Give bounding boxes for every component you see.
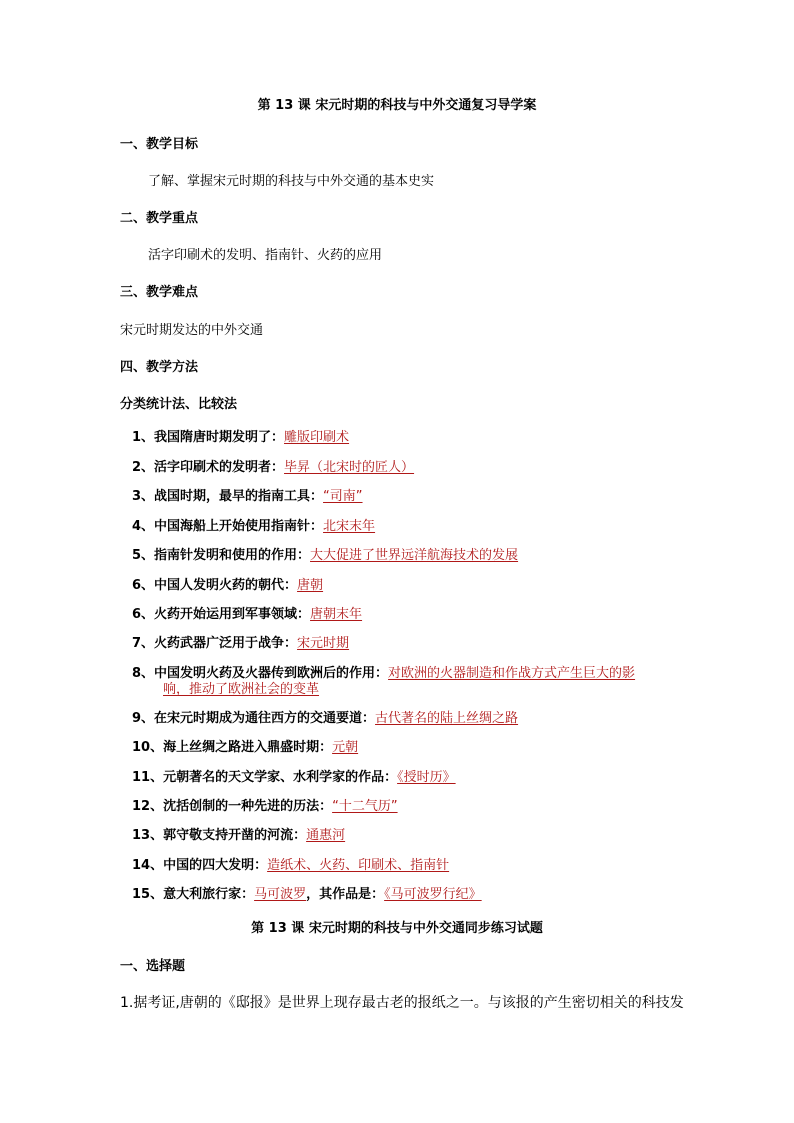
item-answer-continued: 响，推动了欧洲社会的变革 <box>163 682 320 697</box>
item-question-2: ，其作品是： <box>306 887 385 902</box>
list-item <box>132 798 398 816</box>
list-item <box>132 827 345 845</box>
list-item <box>132 769 456 787</box>
list-item <box>132 857 449 875</box>
item-answer: 通惠河 <box>306 828 346 843</box>
item-answer: 对欧洲的火器制造和作战方式产生巨大的影 <box>388 666 636 681</box>
list-item <box>132 710 518 728</box>
key-heading: 二、教学重点 <box>120 211 199 226</box>
item-answer: 唐朝末年 <box>310 607 363 622</box>
list-item <box>132 429 349 447</box>
item-question: 6、中国人发明火药的朝代： <box>132 578 298 593</box>
list-item <box>132 739 358 757</box>
item-question: 15、意大利旅行家： <box>132 887 255 902</box>
item-question: 6、火药开始运用到军事领域： <box>132 607 311 622</box>
list-item <box>132 577 323 595</box>
list-item <box>132 547 518 565</box>
list-item <box>132 606 362 624</box>
item-question: 5、指南针发明和使用的作用： <box>132 548 311 563</box>
lesson-title: 第 13 课 宋元时期的科技与中外交通复习导学案 <box>257 98 537 113</box>
item-answer-2: 《马可波罗行纪》 <box>384 887 482 902</box>
item-question: 7、火药武器广泛用于战争： <box>132 636 298 651</box>
item-answer: 古代著名的陆上丝绸之路 <box>375 711 519 726</box>
list-item <box>132 518 375 536</box>
goal-heading: 一、教学目标 <box>120 137 199 152</box>
item-question: 10、海上丝绸之路进入鼎盛时期： <box>132 740 333 755</box>
method-text: 分类统计法、比较法 <box>120 397 238 412</box>
item-answer: 毕昇（北宋时的匠人） <box>284 460 415 475</box>
goal-text: 了解、掌握宋元时期的科技与中外交通的基本史实 <box>148 174 435 189</box>
list-item <box>132 488 363 506</box>
item-question: 2、活字印刷术的发明者： <box>132 460 285 475</box>
item-question: 12、沈括创制的一种先进的历法： <box>132 799 333 814</box>
item-question: 11、元朝著名的天文学家、水利学家的作品： <box>132 770 398 785</box>
item-answer: 马可波罗 <box>254 887 307 902</box>
item-question: 3、战国时期，最早的指南工具： <box>132 489 324 504</box>
method-heading: 四、教学方法 <box>120 360 199 375</box>
item-answer: 宋元时期 <box>297 636 350 651</box>
difficult-heading: 三、教学难点 <box>120 285 199 300</box>
item-answer: 大大促进了世界远洋航海技术的发展 <box>310 548 519 563</box>
key-text: 活字印刷术的发明、指南针、火药的应用 <box>148 248 383 263</box>
item-answer: 元朝 <box>332 740 359 755</box>
item-answer: 雕版印刷术 <box>284 430 350 445</box>
list-item <box>132 459 414 477</box>
practice-title: 第 13 课 宋元时期的科技与中外交通同步练习试题 <box>251 921 543 936</box>
item-question: 14、中国的四大发明： <box>132 858 268 873</box>
choice-heading: 一、选择题 <box>120 959 186 974</box>
item-question: 13、郭守敬支持开凿的河流： <box>132 828 307 843</box>
item-answer: 唐朝 <box>297 578 324 593</box>
difficult-text: 宋元时期发达的中外交通 <box>120 323 264 338</box>
list-item-continuation <box>163 681 319 699</box>
item-answer: 《授时历》 <box>397 770 456 785</box>
item-answer: “十二气历” <box>332 799 398 814</box>
question-1-text: 1.据考证,唐朝的《邸报》是世界上现存最古老的报纸之一。与该报的产生密切相关的科技发 <box>120 995 684 1011</box>
item-question: 4、中国海船上开始使用指南针： <box>132 519 324 534</box>
list-item <box>132 886 482 904</box>
item-question: 1、我国隋唐时期发明了： <box>132 430 285 445</box>
item-question: 9、在宋元时期成为通往西方的交通要道： <box>132 711 376 726</box>
list-item <box>132 635 349 653</box>
item-question: 8、中国发明火药及火器传到欧洲后的作用： <box>132 666 389 681</box>
item-answer: 造纸术、火药、印刷术、指南针 <box>267 858 450 873</box>
item-answer: 北宋末年 <box>323 519 376 534</box>
item-answer: “司南” <box>323 489 363 504</box>
